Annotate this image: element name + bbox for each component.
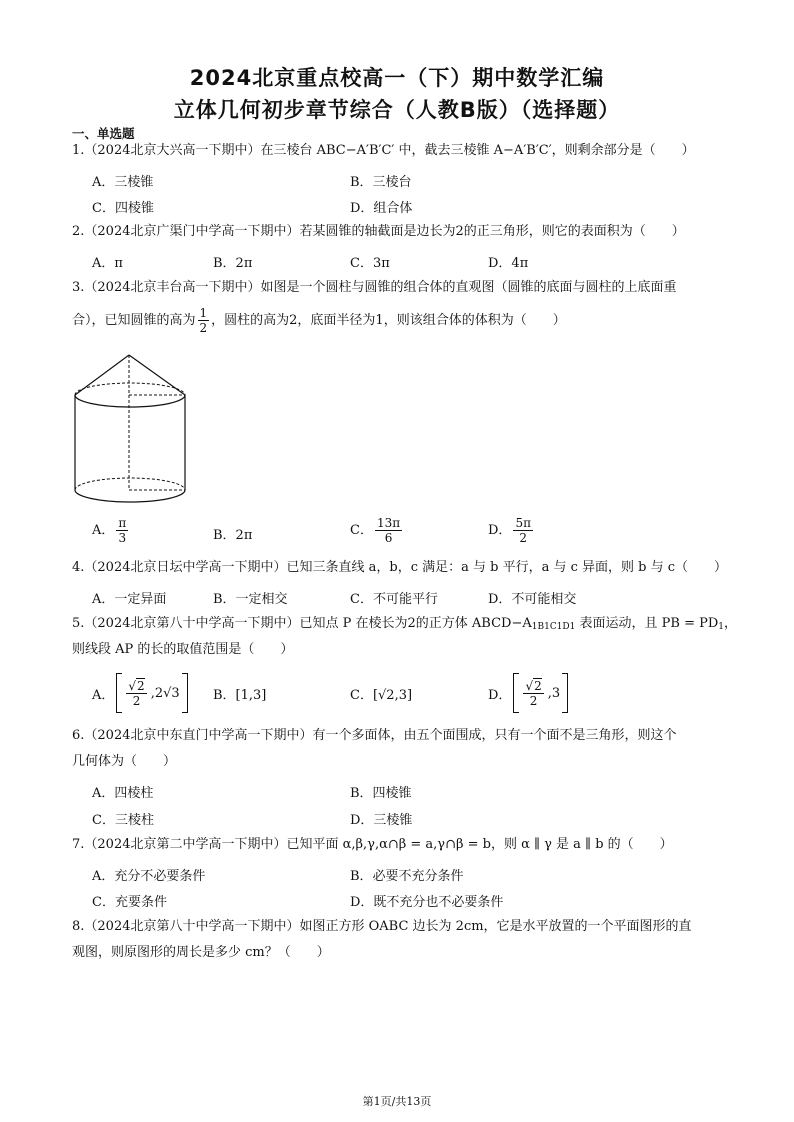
option-fraction (523, 678, 543, 708)
q4-option-c: C．不可能平行 (350, 592, 438, 607)
q3-option-a (92, 516, 130, 545)
q2-option-a: A．π (92, 256, 123, 271)
option-label: D． (488, 687, 512, 703)
option-label: D． (488, 523, 512, 538)
interval-right: ,2√3 (150, 685, 180, 701)
q7-option-b: B．必要不充分条件 (350, 869, 464, 884)
sqrt-radicand: 2 (534, 679, 542, 693)
sqrt-radicand: 2 (137, 679, 145, 693)
q3-option-d (488, 516, 535, 545)
q3-text-post: ，圆柱的高为2，底面半径为1，则该组合体的体积为（ ） (211, 313, 566, 328)
q6-option-d: D．三棱锥 (350, 813, 413, 828)
cylinder-cone-figure (66, 350, 226, 510)
q1-option-a: A．三棱锥 (92, 175, 154, 190)
q5-option-a (92, 673, 188, 713)
frac-denominator: 3 (118, 531, 127, 545)
question-2: 2.（2024北京广渠门中学高一下期中）若某圆锥的轴截面是边长为2的正三角形，则它的表面积为（ ） (72, 224, 685, 239)
frac-denominator: 2 (199, 321, 208, 335)
question-5-line-1 (72, 616, 738, 635)
q7-option-a: A．充分不必要条件 (92, 869, 206, 884)
q2-option-b: B．2π (213, 256, 253, 271)
q3-text-pre: 合），已知圆锥的高为 (72, 313, 196, 328)
right-bracket (182, 673, 188, 713)
q4-option-d: D．不可能相交 (488, 592, 577, 607)
q3-option-b: B．2π (213, 528, 253, 543)
question-6-line-2: 几何体为（ ） (72, 754, 177, 769)
left-bracket (116, 673, 122, 713)
question-7: 7.（2024北京第二中学高一下期中）已知平面 α,β,γ,α∩β = a,γ∩β = b，则 α ∥ γ 是 a ∥ b 的（ ） (72, 837, 673, 852)
q1-option-b: B．三棱台 (350, 175, 412, 190)
option-fraction (126, 678, 146, 708)
q5-option-c: C．[√2,3] (350, 688, 413, 703)
q5-subscript: 1 (718, 622, 725, 632)
q5-text-post: 表面运动，且 PB = PD (575, 616, 719, 631)
q4-option-a: A．一定异面 (92, 592, 167, 607)
frac-numerator: √2 (128, 679, 145, 693)
option-label: C． (350, 523, 373, 538)
q2-option-d: D．4π (488, 256, 529, 271)
option-fraction (116, 516, 128, 545)
option-fraction (375, 516, 402, 545)
question-1: 1.（2024北京大兴高一下期中）在三棱台 ABC−A′B′C′ 中，截去三棱锥 A−A′B′C′，则剩余部分是（ ） (72, 143, 695, 158)
q7-option-d: D．既不充分也不必要条件 (350, 895, 504, 910)
frac-numerator: π (118, 516, 127, 530)
question-3-line-1: 3.（2024北京丰台高一下期中）如图是一个圆柱与圆锥的组合体的直观图（圆锥的底面与圆柱的上底面重 (72, 280, 677, 295)
question-8-line-1: 8.（2024北京第八十中学高一下期中）如图正方形 OABC 边长为 2cm，它是水平放置的一个平面图形的直 (72, 919, 692, 934)
interval-right: ,3 (547, 685, 561, 701)
q6-option-c: C．三棱柱 (92, 813, 154, 828)
frac-denominator: 2 (519, 531, 528, 545)
frac-numerator: 13π (376, 516, 401, 530)
q5-cube-vertices: 1B1C1D1 (531, 622, 576, 632)
q5-option-b: B．[1,3] (213, 688, 267, 703)
q3-option-c (350, 516, 404, 545)
option-fraction (513, 516, 533, 545)
title-line-1: 2024北京重点校高一（下）期中数学汇编 (189, 66, 605, 90)
q2-option-c: C．3π (350, 256, 390, 271)
frac-numerator: √2 (525, 679, 542, 693)
option-label: A． (92, 523, 115, 538)
title-line-2: 立体几何初步章节综合（人教B版）（选择题） (173, 98, 621, 122)
section-heading: 一、单选题 (72, 126, 135, 141)
left-bracket (513, 673, 519, 713)
q5-text-end: ， (724, 616, 738, 631)
q5-option-d (488, 673, 568, 713)
right-bracket (562, 673, 568, 713)
frac-denominator: 2 (529, 694, 538, 708)
page-footer: 第1页/共13页 (362, 1095, 432, 1108)
frac-numerator: 1 (199, 306, 208, 320)
question-5-line-2: 则线段 AP 的长的取值范围是（ ） (72, 642, 294, 657)
q5-text-pre: 5.（2024北京第八十中学高一下期中）已知点 P 在棱长为2的正方体 ABCD−A (72, 616, 532, 631)
question-8-line-2: 观图，则原图形的周长是多少 cm？（ ） (72, 945, 330, 960)
question-3-line-2 (72, 306, 724, 335)
q3-cone-height-fraction (198, 306, 210, 335)
question-6-line-1: 6.（2024北京中东直门中学高一下期中）有一个多面体，由五个面围成，只有一个面不是三角形，则这个 (72, 728, 677, 743)
q6-option-b: B．四棱锥 (350, 786, 412, 801)
question-4: 4.（2024北京日坛中学高一下期中）已知三条直线 a，b，c 满足：a 与 b 平行，a 与 c 异面，则 b 与 c（ ） (72, 560, 728, 575)
q6-option-a: A．四棱柱 (92, 786, 154, 801)
frac-numerator: 5π (515, 516, 531, 530)
option-label: A． (92, 687, 115, 703)
q1-option-c: C．四棱锥 (92, 201, 154, 216)
frac-denominator: 2 (132, 694, 141, 708)
q7-option-c: C．充要条件 (92, 895, 167, 910)
frac-denominator: 6 (384, 531, 393, 545)
q4-option-b: B．一定相交 (213, 592, 288, 607)
q1-option-d: D．组合体 (350, 201, 413, 216)
